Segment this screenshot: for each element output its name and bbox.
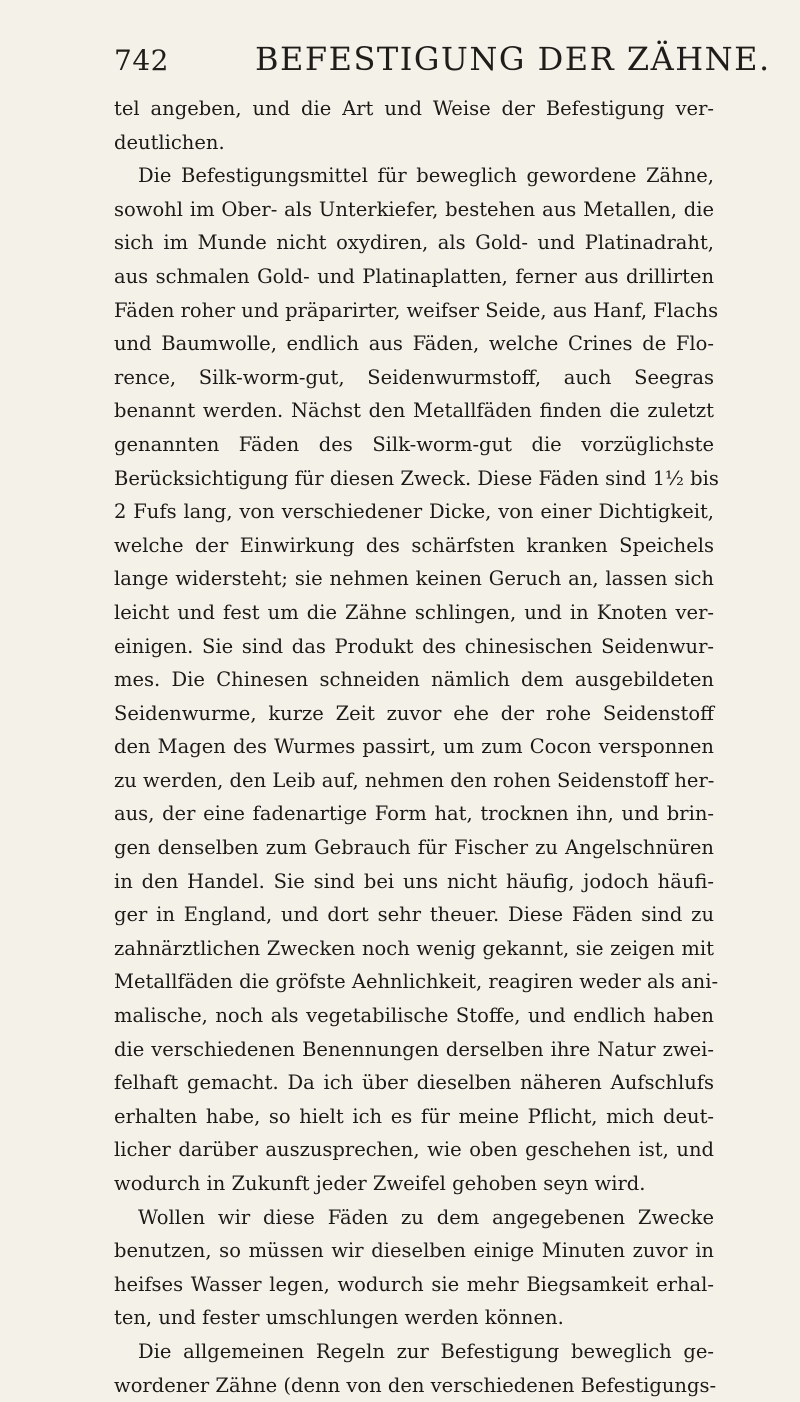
text-line: genannten Fäden des Silk-worm-gut die vorzüglichste bbox=[114, 432, 714, 456]
text-line: Seidenwurme, kurze Zeit zuvor ehe der rohe Seidenstoff bbox=[114, 701, 714, 725]
text-line: Wollen wir diese Fäden zu dem angegebenen Zwecke bbox=[138, 1205, 714, 1229]
text-line: wordener Zähne (denn von den verschiedenen Befestigungs- bbox=[114, 1373, 717, 1397]
text-line: leicht und fest um die Zähne schlingen, und in Knoten ver- bbox=[114, 600, 714, 624]
text-line: sich im Munde nicht oxydiren, als Gold- und Platinadraht, bbox=[114, 231, 714, 255]
text-line: und Baumwolle, endlich aus Fäden, welche Crines de Flo- bbox=[114, 332, 714, 356]
text-line: aus schmalen Gold- und Platinaplatten, ferner aus drillirten bbox=[114, 264, 714, 288]
text-line: sowohl im Ober- als Unterkiefer, bestehen aus Metallen, die bbox=[114, 197, 714, 221]
text-line: benutzen, so müssen wir dieselben einige Minuten zuvor in bbox=[114, 1239, 714, 1263]
text-line: Die Befestigungsmittel für beweglich gewordene Zähne, bbox=[138, 164, 714, 188]
text-line: 2 Fufs lang, von verschiedener Dicke, von einer Dichtigkeit, bbox=[114, 500, 714, 524]
text-line: deutlichen. bbox=[114, 130, 225, 154]
text-line: wodurch in Zukunft jeder Zweifel gehoben seyn wird. bbox=[114, 1172, 646, 1195]
text-line: Metallfäden die gröfste Aehnlichkeit, reagiren weder als ani- bbox=[114, 970, 719, 994]
text-line: die verschiedenen Benennungen derselben ihre Natur zwei- bbox=[114, 1037, 714, 1061]
text-line: Berücksichtigung für diesen Zweck. Diese Fäden sind 1½ bis bbox=[114, 466, 719, 490]
text-line: Die allgemeinen Regeln zur Befestigung beweglich ge- bbox=[138, 1339, 714, 1363]
text-line: heifses Wasser legen, wodurch sie mehr Biegsamkeit erhal- bbox=[114, 1272, 714, 1296]
text-line: mes. Die Chinesen schneiden nämlich dem ausgebildeten bbox=[114, 668, 714, 692]
text-line: zahnärztlichen Zwecken noch wenig gekannt, sie zeigen mit bbox=[114, 936, 714, 960]
body-text bbox=[114, 92, 719, 1402]
text-line: ten, und fester umschlungen werden können. bbox=[114, 1306, 564, 1330]
text-line: Fäden roher und präparirter, weifser Seide, aus Hanf, Flachs bbox=[114, 298, 719, 322]
text-line: malische, noch als vegetabilische Stoffe, und endlich haben bbox=[114, 1004, 714, 1028]
text-line: ger in England, und dort sehr theuer. Diese Fäden sind zu bbox=[114, 903, 714, 927]
text-line: aus, der eine fadenartige Form hat, trocknen ihn, und brin- bbox=[114, 802, 714, 826]
text-line: zu werden, den Leib auf, nehmen den rohen Seidenstoff her- bbox=[114, 768, 715, 792]
text-line: felhaft gemacht. Da ich über dieselben näheren Aufschlufs bbox=[114, 1071, 714, 1095]
text-line: welche der Einwirkung des schärfsten kranken Speichels bbox=[114, 533, 714, 557]
text-line: den Magen des Wurmes passirt, um zum Cocon versponnen bbox=[114, 735, 714, 759]
text-line: in den Handel. Sie sind bei uns nicht häufig, jodoch häufi- bbox=[114, 869, 714, 893]
text-line: licher darüber auszusprechen, wie oben geschehen ist, und bbox=[114, 1138, 714, 1162]
running-title: BEFESTIGUNG DER ZÄHNE. bbox=[255, 40, 771, 78]
text-line: tel angeben, und die Art und Weise der Befestigung ver- bbox=[114, 97, 714, 120]
text-line: gen denselben zum Gebrauch für Fischer zu Angelschnüren bbox=[114, 836, 714, 860]
text-line: erhalten habe, so hielt ich es für meine Pflicht, mich deut- bbox=[114, 1104, 714, 1128]
text-line: rence, Silk-worm-gut, Seidenwurmstoff, auch Seegras bbox=[114, 365, 714, 389]
text-line: benannt werden. Nächst den Metallfäden finden die zuletzt bbox=[114, 399, 714, 423]
text-line: lange widersteht; sie nehmen keinen Geruch an, lassen sich bbox=[114, 567, 714, 591]
page-number: 742 bbox=[114, 44, 169, 77]
text-line: einigen. Sie sind das Produkt des chinesischen Seidenwur- bbox=[114, 634, 714, 658]
